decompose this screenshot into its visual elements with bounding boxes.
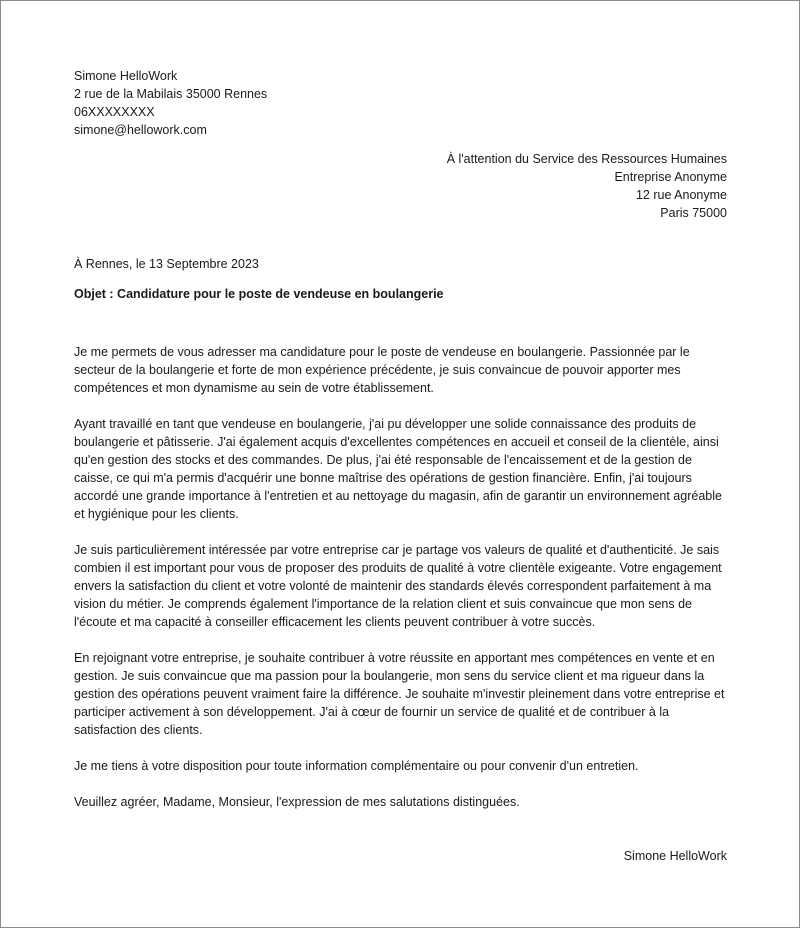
paragraph-contribution: En rejoignant votre entreprise, je souhaite contribuer à votre réussite en apportant mes compétences en vente et en gestion. Je suis convaincue que ma passion pour la boulangerie, mon sens du service client et ma rigueur dans la gestion des opérations peuvent vraiment faire la différence. Je souhaite m'investir pleinement dans votre entreprise et participer activement à son développement. J'ai à cœur de fournir un service de qualité et de contribuer à la satisfaction des clients. — [74, 651, 725, 737]
recipient-street: 12 rue Anonyme — [635, 188, 727, 202]
recipient-company: Entreprise Anonyme — [614, 170, 727, 184]
paragraph-closing: Veuillez agréer, Madame, Monsieur, l'expression de mes salutations distinguées. — [74, 795, 520, 809]
signature: Simone HelloWork — [623, 849, 727, 863]
paragraph-motivation: Je suis particulièrement intéressée par votre entreprise car je partage vos valeurs de qualité et d'authenticité. Je sais combien il est important pour vous de proposer des produits de qualité à votre clientèle exigeante. Votre engagement envers la satisfaction du client et votre volonté de maintenir des standards élevés correspondent parfaitement à ma vision du métier. Je comprends également l'importance de la relation client et suis convaincue que mon sens de l'écoute et ma capacité à conseiller efficacement les clients peuvent contribuer à votre succès. — [74, 543, 722, 629]
recipient-city: Paris 75000 — [660, 206, 727, 220]
sender-name: Simone HelloWork — [74, 69, 178, 83]
paragraph-availability: Je me tiens à votre disposition pour toute information complémentaire ou pour convenir d'un entretien. — [74, 759, 639, 773]
letter-body — [74, 343, 734, 829]
subject-line: Objet : Candidature pour le poste de vendeuse en boulangerie — [74, 287, 444, 301]
recipient-block — [447, 150, 727, 222]
place-date: À Rennes, le 13 Septembre 2023 — [74, 257, 259, 271]
recipient-attention: À l'attention du Service des Ressources Humaines — [446, 152, 727, 166]
sender-block — [74, 67, 267, 139]
sender-phone: 06XXXXXXXX — [74, 105, 155, 119]
sender-address: 2 rue de la Mabilais 35000 Rennes — [74, 87, 268, 101]
paragraph-experience: Ayant travaillé en tant que vendeuse en boulangerie, j'ai pu développer une solide connaissance des produits de boulangerie et pâtisserie. J'ai également acquis d'excellentes compétences en accueil et conseil de la clientèle, ainsi qu'en gestion des stocks et des commandes. De plus, j'ai été responsable de l'encaissement et de la gestion de caisse, ce qui m'a permis d'acquérir une bonne maîtrise des opérations de gestion financière. Enfin, j'ai toujours accordé une grande importance à l'entretien et au nettoyage du magasin, afin de garantir un environnement agréable et hygiénique pour les clients. — [74, 417, 722, 521]
sender-email: simone@hellowork.com — [74, 123, 207, 137]
paragraph-intro: Je me permets de vous adresser ma candidature pour le poste de vendeuse en boulangerie. Passionnée par le secteur de la boulangerie et forte de mon expérience précédente, je suis convaincue de pouvoir apporter mes compétences et mon dynamisme au sein de votre établissement. — [74, 345, 690, 395]
